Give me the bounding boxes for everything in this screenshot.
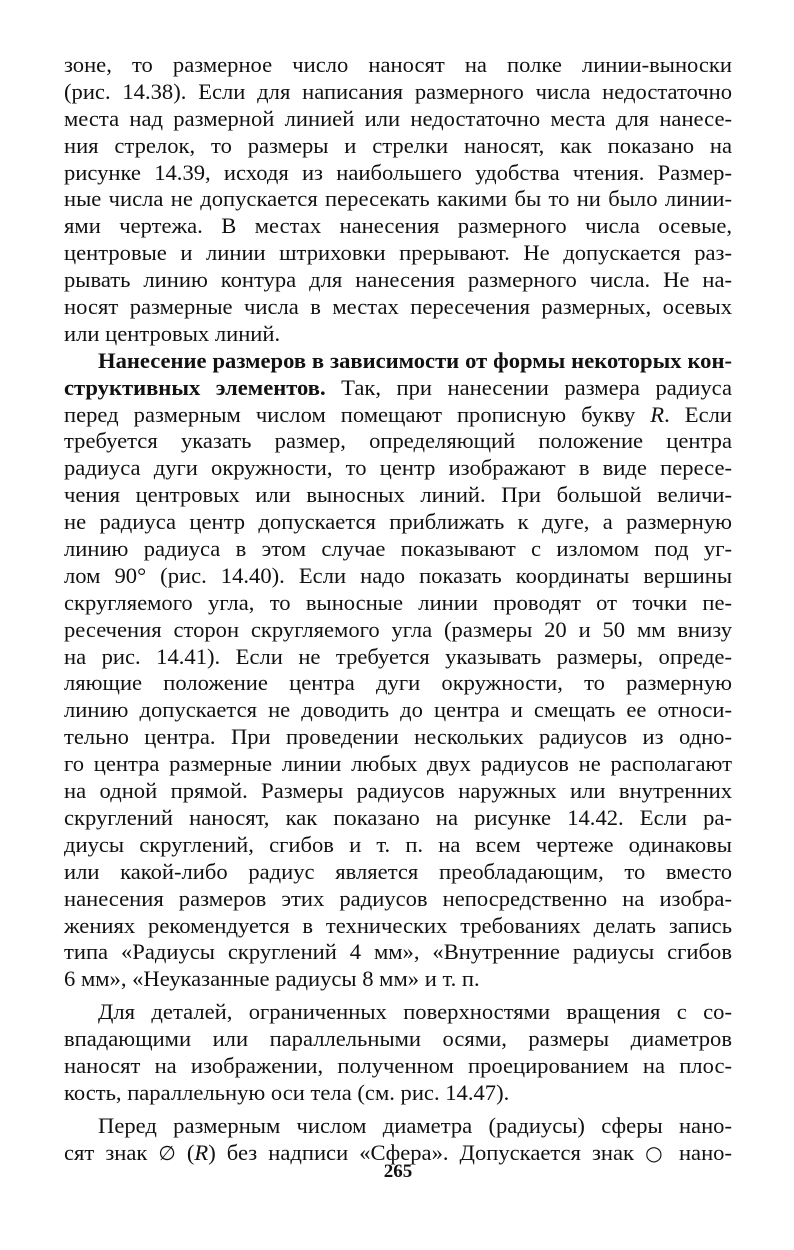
text-line: тельно центра. При проведении нескольких радиусов из одно- bbox=[64, 724, 732, 750]
section-heading: Нанесение размеров в зависимости от формы некоторых кон- bbox=[98, 347, 732, 373]
text-line: ляющие положение центра дуги окружности, то размерную bbox=[64, 670, 732, 696]
text-line: лом 90° (рис. 14.40). Если надо показать координаты вершины bbox=[64, 562, 732, 588]
text-fragment: нано- bbox=[667, 1139, 732, 1165]
text-line: носят размерные числа в местах пересечения размерных, осевых bbox=[64, 294, 732, 320]
text-line: ные числа не допускается пересекать какими бы то ни было линии- bbox=[64, 186, 732, 212]
text-line: кость, параллельную оси тела (см. рис. 14.47). bbox=[64, 1079, 510, 1105]
text-line: скруглений наносят, как показано на рисунке 14.42. Если ра- bbox=[64, 804, 732, 830]
text-line: линию радиуса в этом случае показывают с изломом под уг- bbox=[64, 536, 732, 562]
text-line: типа «Радиусы скруглений 4 мм», «Внутренние радиусы сгибов bbox=[64, 939, 732, 965]
text-line: нанесения размеров этих радиусов непосредственно на изобра- bbox=[64, 885, 732, 911]
page-number: 265 bbox=[383, 1161, 413, 1182]
text-line: скругляемого угла, то выносные линии проводят от точки пе- bbox=[64, 589, 732, 615]
text-line: места над размерной линией или недостаточно места для нанесе- bbox=[64, 105, 732, 131]
text-line: центровые и линии штриховки прерывают. Не допускается раз- bbox=[64, 240, 732, 266]
text-line: ния стрелок, то размеры и стрелки наносят, как показано на bbox=[64, 132, 732, 158]
text-line: диусы скруглений, сгибов и т. п. на всем чертеже одинаковы bbox=[64, 831, 732, 857]
diameter-symbol: ∅ bbox=[158, 1140, 176, 1165]
section-heading-continued: структивных элементов. bbox=[64, 374, 326, 400]
text-line: не радиуса центр допускается приближать к дуге, а размерную bbox=[64, 509, 732, 535]
text-fragment: сят знак bbox=[64, 1139, 159, 1165]
paragraph-2 bbox=[64, 348, 732, 993]
radius-letter: R bbox=[194, 1139, 209, 1165]
text-line: наносят на изображении, полученном проецированием на плос- bbox=[64, 1052, 732, 1078]
text-line: или центровых линий. bbox=[64, 320, 281, 346]
text-line: Перед размерным числом диаметра (радиусы) сферы нано- bbox=[98, 1112, 732, 1138]
paragraph-1 bbox=[64, 52, 732, 348]
page-text bbox=[64, 52, 732, 1167]
text-line: на рис. 14.41). Если не требуется указывать размеры, опреде- bbox=[64, 643, 732, 669]
radius-letter: R bbox=[650, 401, 665, 427]
text-line: или какой-либо радиус является преобладающим, то вместо bbox=[64, 858, 732, 884]
text-line: радиуса дуги окружности, то центр изображают в виде пересе- bbox=[64, 455, 732, 481]
paragraph-4 bbox=[64, 1113, 732, 1167]
text-line: ресечения сторон скругляемого угла (размеры 20 и 50 мм внизу bbox=[64, 616, 732, 642]
text-line: жениях рекомендуется в технических требованиях делать запись bbox=[64, 912, 732, 938]
text-fragment: Так, при нанесении размера радиуса bbox=[325, 374, 732, 400]
text-line: го центра размерные линии любых двух радиусов не располагают bbox=[64, 751, 732, 777]
text-line bbox=[64, 402, 732, 429]
text-fragment: . Если bbox=[664, 401, 732, 427]
text-line: линию допускается не доводить до центра и смещать ее относи- bbox=[64, 697, 732, 723]
text-line: зоне, то размерное число наносят на полке линии-выноски bbox=[64, 52, 732, 77]
text-line: чения центровых или выносных линий. При большой величи- bbox=[64, 482, 732, 508]
text-line: 6 мм», «Неуказанные радиусы 8 мм» и т. п. bbox=[64, 966, 480, 992]
circle-symbol: ○ bbox=[645, 1140, 668, 1165]
paragraph-3 bbox=[64, 999, 732, 1107]
text-line: впадающими или параллельными осями, размеры диаметров bbox=[64, 1026, 732, 1052]
text-line: на одной прямой. Размеры радиусов наружных или внутренних bbox=[64, 778, 732, 804]
text-fragment: ( bbox=[175, 1139, 195, 1165]
text-line: рисунке 14.39, исходя из наибольшего удобства чтения. Размер- bbox=[64, 159, 732, 185]
text-fragment: перед размерным числом помещают прописную букву bbox=[64, 401, 651, 427]
text-line: Для деталей, ограниченных поверхностями вращения с со- bbox=[98, 999, 732, 1025]
text-line: (рис. 14.38). Если для написания размерного числа недостаточно bbox=[64, 78, 732, 104]
text-fragment: ) без надписи «Сфера». Допускается знак bbox=[208, 1139, 646, 1165]
text-line: требуется указать размер, определяющий положение центра bbox=[64, 428, 732, 454]
text-line bbox=[64, 375, 732, 402]
text-line: рывать линию контура для нанесения размерного числа. Не на- bbox=[64, 267, 732, 293]
text-line: ями чертежа. В местах нанесения размерного числа осевые, bbox=[64, 213, 732, 239]
